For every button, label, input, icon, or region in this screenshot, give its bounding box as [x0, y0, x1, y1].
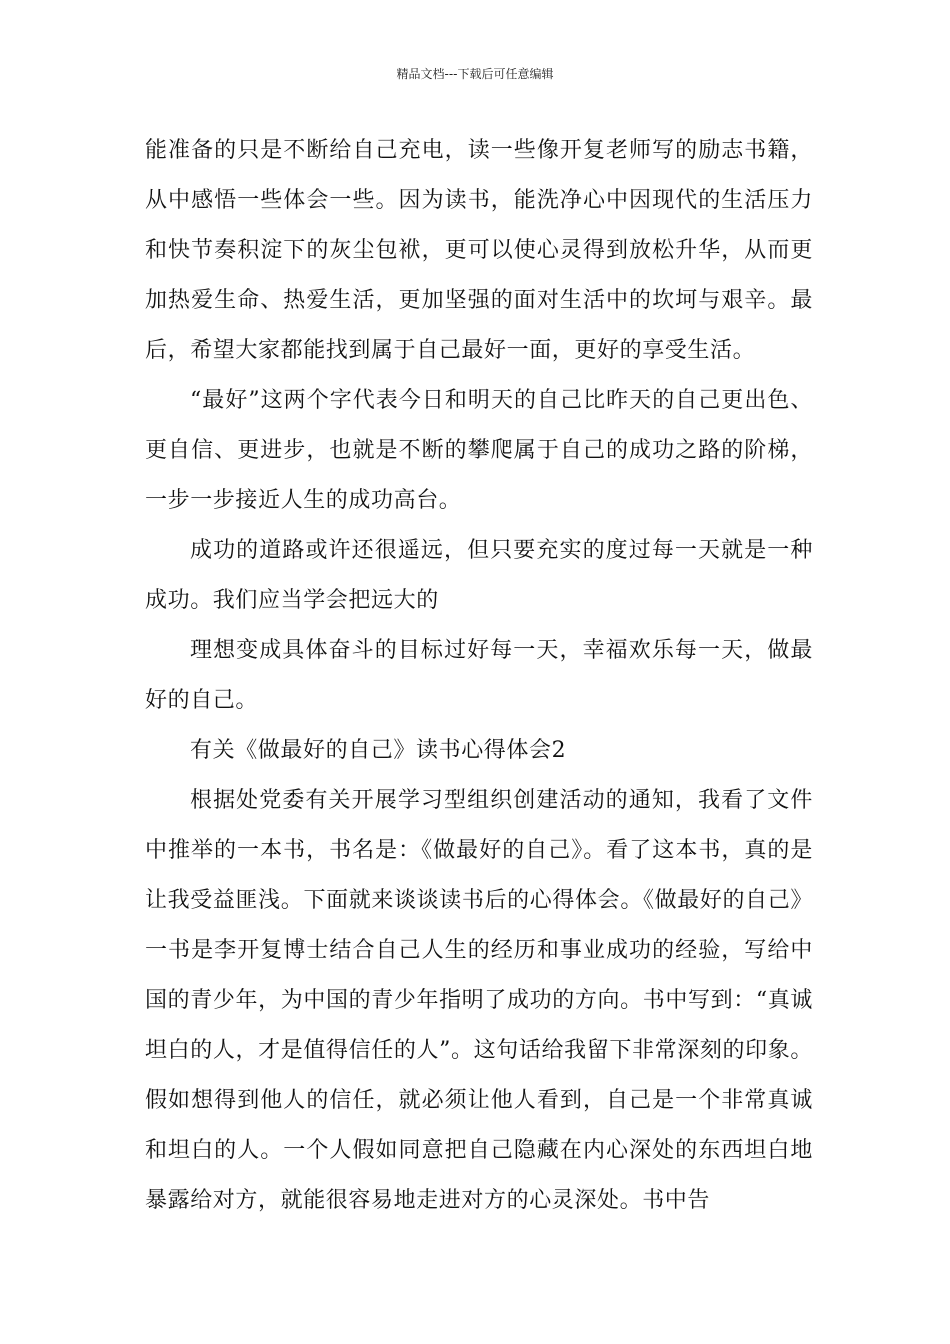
paragraph-4: 理想变成具体奋斗的目标过好每一天，幸福欢乐每一天，做最好的自己。 — [145, 638, 813, 713]
paragraph-2: “最好”这两个字代表今日和明天的自己比昨天的自己更出色、更自信、更进步，也就是不断的攀爬属于自己的成功之路的阶梯，一步一步接近人生的成功高台。 — [145, 388, 813, 513]
paragraph-1: 能准备的只是不断给自己充电，读一些像开复老师写的励志书籍，从中感悟一些体会一些。因为读书，能洗净心中因现代的生活压力和快节奏积淀下的灰尘包袱，更可以使心灵得到放松升华，从而更加热爱生命、热爱生活，更加坚强的面对生活中的坎坷与艰辛。最后，希望大家都能找到属于自己最好一面，更好的享受生活。 — [145, 138, 813, 363]
paragraph-5: 根据处党委有关开展学习型组织创建活动的通知，我看了文件中推举的一本书，书名是：《做最好的自己》。看了这本书，真的是让我受益匪浅。下面就来谈谈读书后的心得体会。《做最好的自己》一书是李开复博士结合自己人生的经历和事业成功的经验，写给中国的青少年，为中国的青少年指明了成功的方向。书中写到：“真诚坦白的人，才是值得信任的人”。这句话给我留下非常深刻的印象。假如想得到他人的信任，就必须让他人看到，自己是一个非常真诚和坦白的人。一个人假如同意把自己隐藏在内心深处的东西坦白地暴露给对方，就能很容易地走进对方的心灵深处。书中告 — [145, 788, 813, 1213]
document-body — [145, 126, 813, 1226]
paragraph-3: 成功的道路或许还很遥远，但只要充实的度过每一天就是一种成功。我们应当学会把远大的 — [145, 538, 813, 613]
page-header: 精品文档---下载后可任意编辑 — [396, 67, 554, 81]
section-heading: 有关《做最好的自己》读书心得体会2 — [190, 738, 567, 763]
